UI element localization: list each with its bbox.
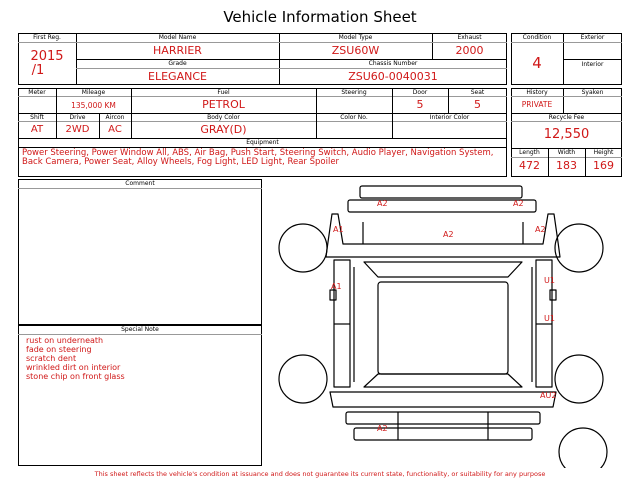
grade-value: ELEGANCE: [148, 70, 207, 83]
rear-right-wheel-icon: [555, 355, 603, 403]
chassis-label: Chassis Number: [368, 60, 418, 67]
exhaust-value: 2000: [455, 44, 484, 57]
mileage-label: Mileage: [81, 89, 106, 96]
drive-value: 2WD: [65, 124, 90, 135]
history-value: PRIVATE: [521, 100, 553, 109]
fuel-value: PETROL: [202, 98, 245, 111]
model-name-value: HARRIER: [153, 44, 202, 57]
color-no-label: Color No.: [340, 114, 368, 121]
recycle-fee-value: 12,550: [543, 127, 590, 142]
door-label: Door: [412, 89, 428, 96]
disclaimer-footer: This sheet reflects the vehicle's condition at issuance and does not guarantee its current state, functionality, or suitability for any purpose: [94, 470, 546, 478]
damage-mark-right-rear-door: U1: [544, 314, 555, 323]
length-label: Length: [519, 149, 540, 156]
seat-value: 5: [474, 98, 481, 111]
model-type-label: Model Type: [338, 34, 373, 41]
drive-label: Drive: [69, 114, 86, 121]
history-label: History: [526, 89, 548, 96]
shift-label: Shift: [30, 114, 44, 121]
interior-color-label: Interior Color: [429, 114, 470, 121]
damage-mark-left-fender: A1: [333, 225, 344, 234]
damage-mark-hood: A2: [443, 230, 454, 239]
aircon-value: AC: [108, 124, 122, 135]
front-right-wheel-icon: [555, 224, 603, 272]
special-note-item: rust on underneath: [26, 336, 104, 345]
damage-mark-right-front-door: U1: [544, 276, 555, 285]
seat-label: Seat: [470, 89, 485, 96]
width-value: 183: [556, 159, 577, 172]
recycle-fee-label: Recycle Fee: [548, 114, 585, 121]
special-note-item: stone chip on front glass: [26, 372, 125, 381]
damage-mark-front-left: A2: [377, 199, 388, 208]
exhaust-label: Exhaust: [457, 34, 482, 41]
special-note-item: scratch dent: [26, 354, 77, 363]
syaken-label: Syaken: [581, 89, 604, 96]
shift-value: AT: [30, 124, 44, 135]
special-note-item: fade on steering: [26, 345, 92, 354]
interior-label: Interior: [581, 61, 604, 68]
damage-mark-right-quarter: AU2: [540, 391, 557, 400]
car-damage-diagram: [268, 182, 622, 468]
door-value: 5: [416, 98, 424, 111]
aircon-label: Aircon: [105, 114, 125, 121]
body-color-label: Body Color: [207, 114, 240, 121]
chassis-value: ZSU60-0040031: [348, 70, 438, 83]
spare-wheel-icon: [559, 428, 607, 468]
front-left-wheel-icon: [279, 224, 327, 272]
height-label: Height: [593, 149, 614, 156]
comment-box: [18, 179, 262, 325]
height-value: 169: [593, 159, 614, 172]
first-reg-label: First Reg.: [33, 34, 61, 41]
exterior-label: Exterior: [580, 34, 605, 41]
damage-mark-right-fender: A2: [535, 225, 546, 234]
comment-label: Comment: [125, 180, 155, 187]
damage-mark-rear: A2: [377, 424, 388, 433]
equipment-value: Power Steering, Power Window All, ABS, Air Bag, Push Start, Steering Switch, Audio Player, Navigation System, Back Camera, Power Seat, Alloy Wheels, Fog Light, LED Light, Rear Spoiler: [22, 148, 494, 167]
grade-label: Grade: [168, 60, 187, 67]
damage-mark-front-right: A2: [513, 199, 524, 208]
special-note-item: wrinkled dirt on interior: [26, 363, 121, 372]
fuel-label: Fuel: [217, 89, 230, 96]
length-value: 472: [519, 159, 540, 172]
damage-mark-left-door: A1: [331, 282, 342, 291]
meter-label: Meter: [28, 89, 46, 96]
model-type-value: ZSU60W: [331, 44, 380, 57]
width-label: Width: [557, 149, 576, 156]
condition-label: Condition: [522, 34, 552, 41]
mileage-value: 135,000 KM: [71, 101, 116, 110]
body-color-value: GRAY(D): [200, 123, 247, 136]
condition-value: 4: [532, 54, 542, 72]
model-name-label: Model Name: [158, 34, 197, 41]
sheet-title: Vehicle Information Sheet: [223, 8, 417, 26]
special-note-label: Special Note: [121, 326, 159, 333]
equipment-label: Equipment: [246, 139, 279, 146]
rear-left-wheel-icon: [279, 355, 327, 403]
first-reg-year: 2015: [30, 49, 64, 64]
first-reg-month: /1: [31, 63, 45, 78]
steering-label: Steering: [341, 89, 367, 96]
